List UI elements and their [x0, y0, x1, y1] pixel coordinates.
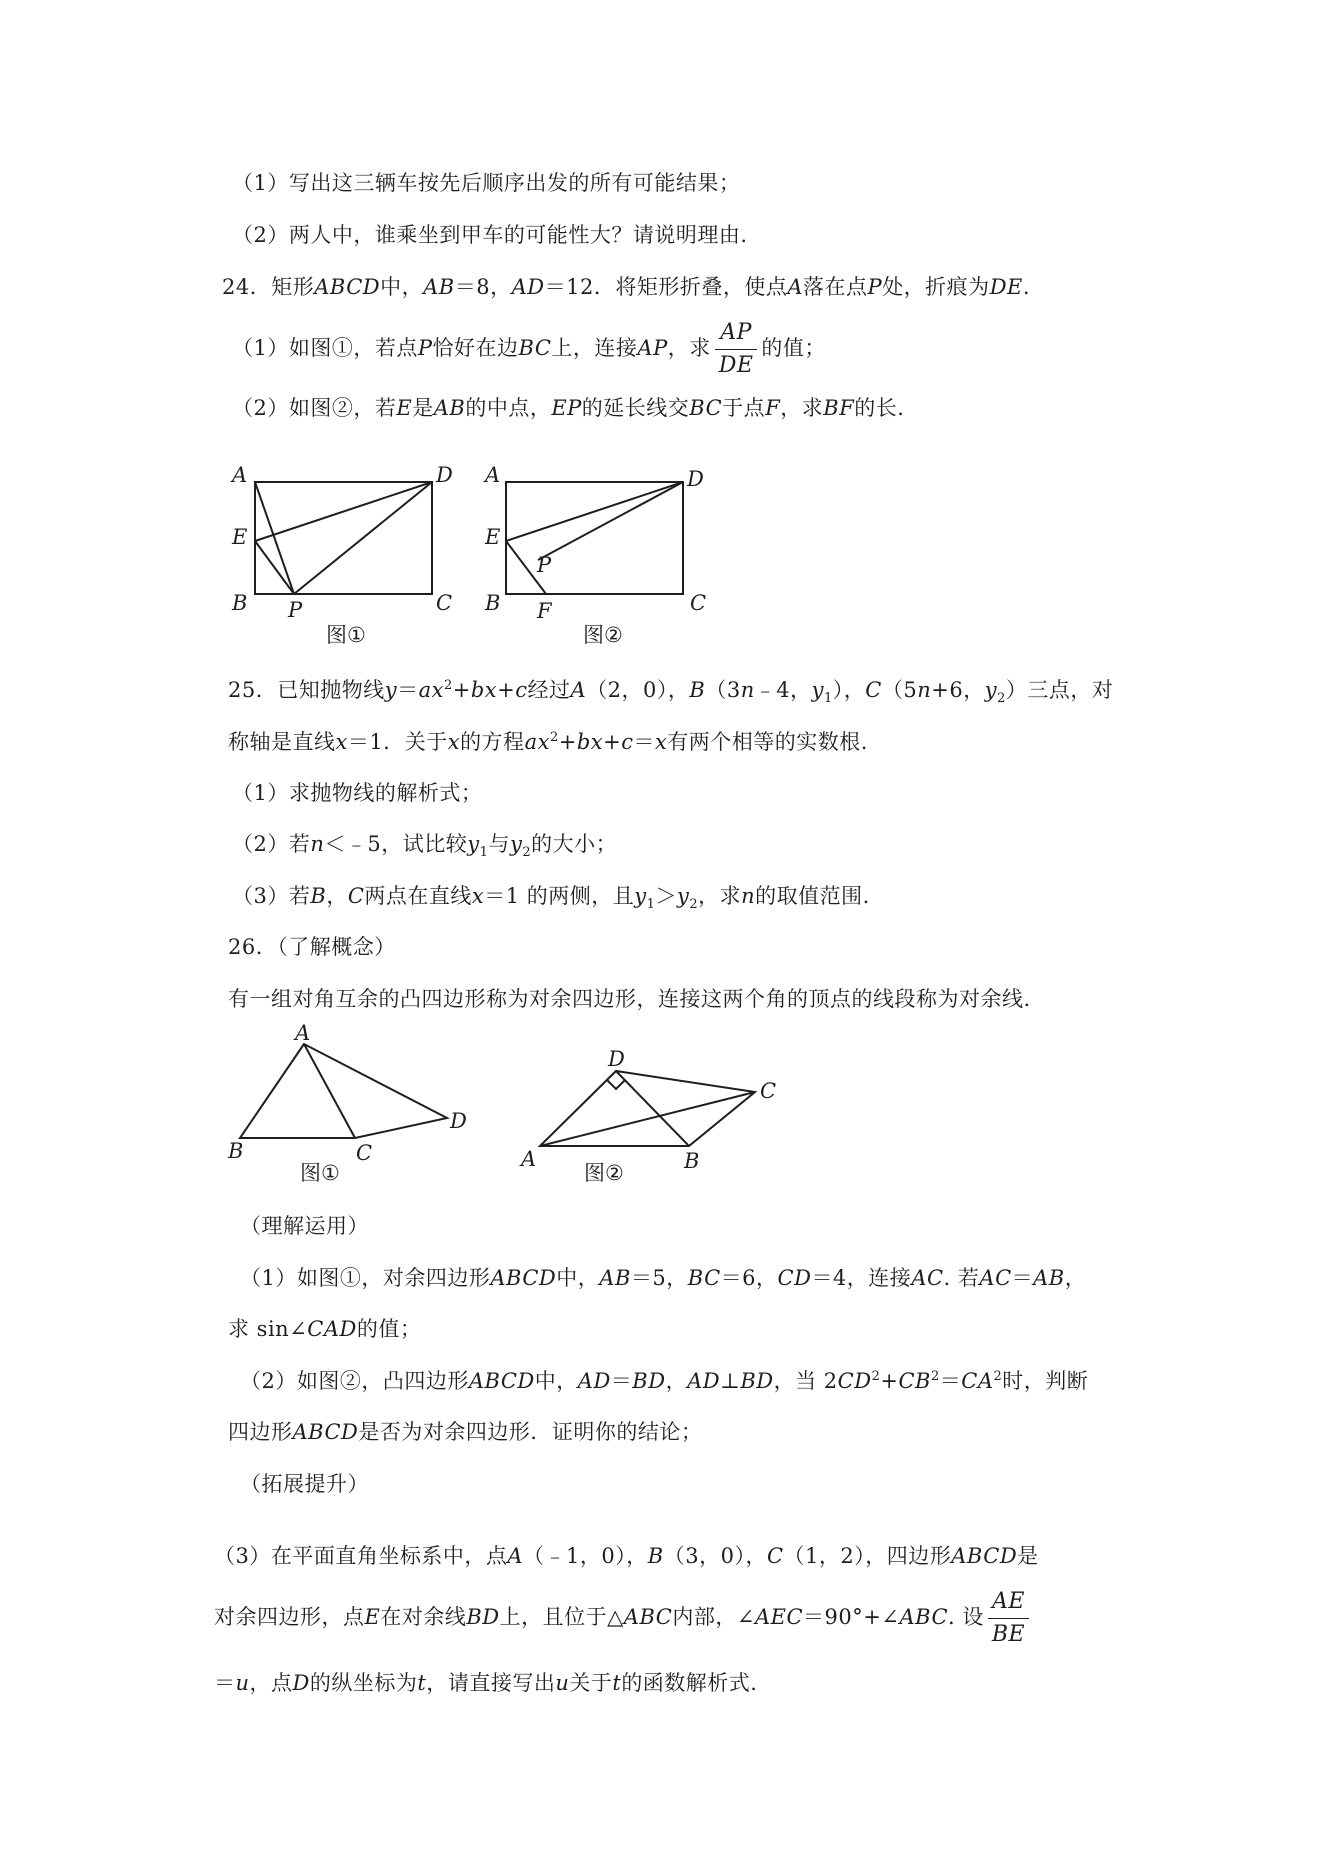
- label-f-2: F: [537, 599, 552, 623]
- q25-stem-line2: 称轴是直线x＝1．关于x的方程$ax^2+bx+c=x$有两个相等的实数根.: [228, 730, 868, 754]
- segment-pd: [294, 482, 432, 594]
- label-b-4: B: [684, 1149, 700, 1173]
- label-a-1: A: [232, 463, 248, 487]
- q24-part2: （2）如图②，若E是AB的中点，EP的延长线交BC于点F，求BF的长.: [232, 396, 905, 420]
- label-p-1: P: [288, 598, 303, 622]
- label-a-4: A: [521, 1147, 537, 1171]
- label-p-2: P: [537, 553, 552, 577]
- q24-figure-2: [483, 463, 706, 647]
- label-c-1: C: [436, 591, 453, 615]
- label-e-2: E: [485, 525, 501, 549]
- segment-ed-1: [255, 482, 432, 541]
- segment-bd-2: [616, 1071, 689, 1146]
- label-d-2: D: [687, 467, 704, 491]
- label-d-1: D: [436, 463, 453, 487]
- q23-part1: （1）写出这三辆车按先后顺序出发的所有可能结果；: [232, 171, 741, 195]
- q26-definition: 有一组对角互余的凸四边形称为对余四边形，连接这两个角的顶点的线段称为对余线.: [228, 987, 1031, 1011]
- label-b-2: B: [485, 591, 501, 615]
- right-angle-mark: [607, 1080, 625, 1089]
- fraction-ap-de: $\frac{AP}{DE}$: [715, 320, 758, 379]
- q24-part1: （1）如图①，若点P恰好在边BC上，连接AP，求 $\frac{AP}{DE}$ 的值；: [232, 320, 826, 378]
- caption-fig-1: 图①: [326, 623, 366, 647]
- q26-part1-line2: 求 sin∠CAD的值；: [228, 1317, 422, 1341]
- caption-fig-2: 图②: [583, 623, 623, 647]
- label-c-2: C: [690, 591, 707, 615]
- segment-ed-2: [506, 482, 683, 541]
- q26-part3-line3: ＝u，点D的纵坐标为t，请直接写出u关于t的函数解析式.: [214, 1671, 758, 1695]
- q26-figure-1: [227, 1021, 467, 1185]
- label-e-1: E: [232, 525, 248, 549]
- q26-extend-heading: （拓展提升）: [240, 1472, 369, 1496]
- segment-pd-2: [538, 482, 683, 560]
- q25-part3: （3）若B，C两点在直线x＝1 的两侧，且$y_1>y_2$，求n的取值范围.: [232, 884, 870, 913]
- label-c-4: C: [760, 1079, 777, 1103]
- label-b-3: B: [228, 1139, 244, 1163]
- q26-part2-line1: （2）如图②，凸四边形ABCD中，AD＝BD，AD⊥BD，当 $2CD^2+CB^2=CA^2$时，判断: [240, 1369, 1089, 1393]
- q26-part3-line1: （3）在平面直角坐标系中，点A（﹣1，0），B（3，0），C（1，2），四边形ABCD是: [214, 1544, 1039, 1568]
- label-d-3: D: [450, 1109, 467, 1133]
- q26-heading: 26．（了解概念）: [228, 935, 396, 959]
- label-d-4: D: [608, 1047, 625, 1071]
- q26-part1-line1: （1）如图①，对余四边形ABCD中，AB＝5，BC＝6，CD＝4，连接AC. 若AC＝AB，: [240, 1266, 1087, 1290]
- caption-fig-2b: 图②: [584, 1161, 624, 1185]
- q24-figure-1: [230, 463, 453, 647]
- q25-part2: （2）若n＜﹣5，试比较$y_1$与$y_2$的大小；: [232, 832, 618, 861]
- q26-part3-line2: 对余四边形，点E在对余线BD上，且位于△ABC内部，∠AEC＝90°+∠ABC. 设 $\frac{AE}{BE}$: [214, 1585, 1033, 1649]
- label-a-3: A: [295, 1021, 311, 1045]
- quad-abcd-2: [540, 1071, 755, 1146]
- segment-ep-1: [255, 541, 294, 594]
- fraction-ae-be: $\frac{AE}{BE}$: [988, 1589, 1029, 1648]
- q26-figure-2: [519, 1047, 776, 1185]
- q24-stem: 24．矩形ABCD中，AB＝8，AD＝12．将矩形折叠，使点A落在点P处，折痕为DE.: [222, 275, 1031, 299]
- q25-part1: （1）求抛物线的解析式；: [232, 781, 483, 805]
- label-a-2: A: [485, 463, 501, 487]
- quad-abcd-1: [240, 1044, 447, 1138]
- label-b-1: B: [232, 591, 248, 615]
- caption-fig-1b: 图①: [300, 1161, 340, 1185]
- label-c-3: C: [356, 1141, 373, 1165]
- q25-stem-line1: 25．已知抛物线$y=ax^2+bx+c$经过A（2，0），B（3n﹣4，$y_1$），C（5n+6，$y_2$）三点，对: [228, 678, 1114, 707]
- q26-part2-line2: 四边形ABCD是否为对余四边形．证明你的结论；: [228, 1420, 703, 1444]
- q23-part2: （2）两人中，谁乘坐到甲车的可能性大？请说明理由.: [232, 223, 748, 247]
- q26-understand-heading: （理解运用）: [240, 1214, 369, 1238]
